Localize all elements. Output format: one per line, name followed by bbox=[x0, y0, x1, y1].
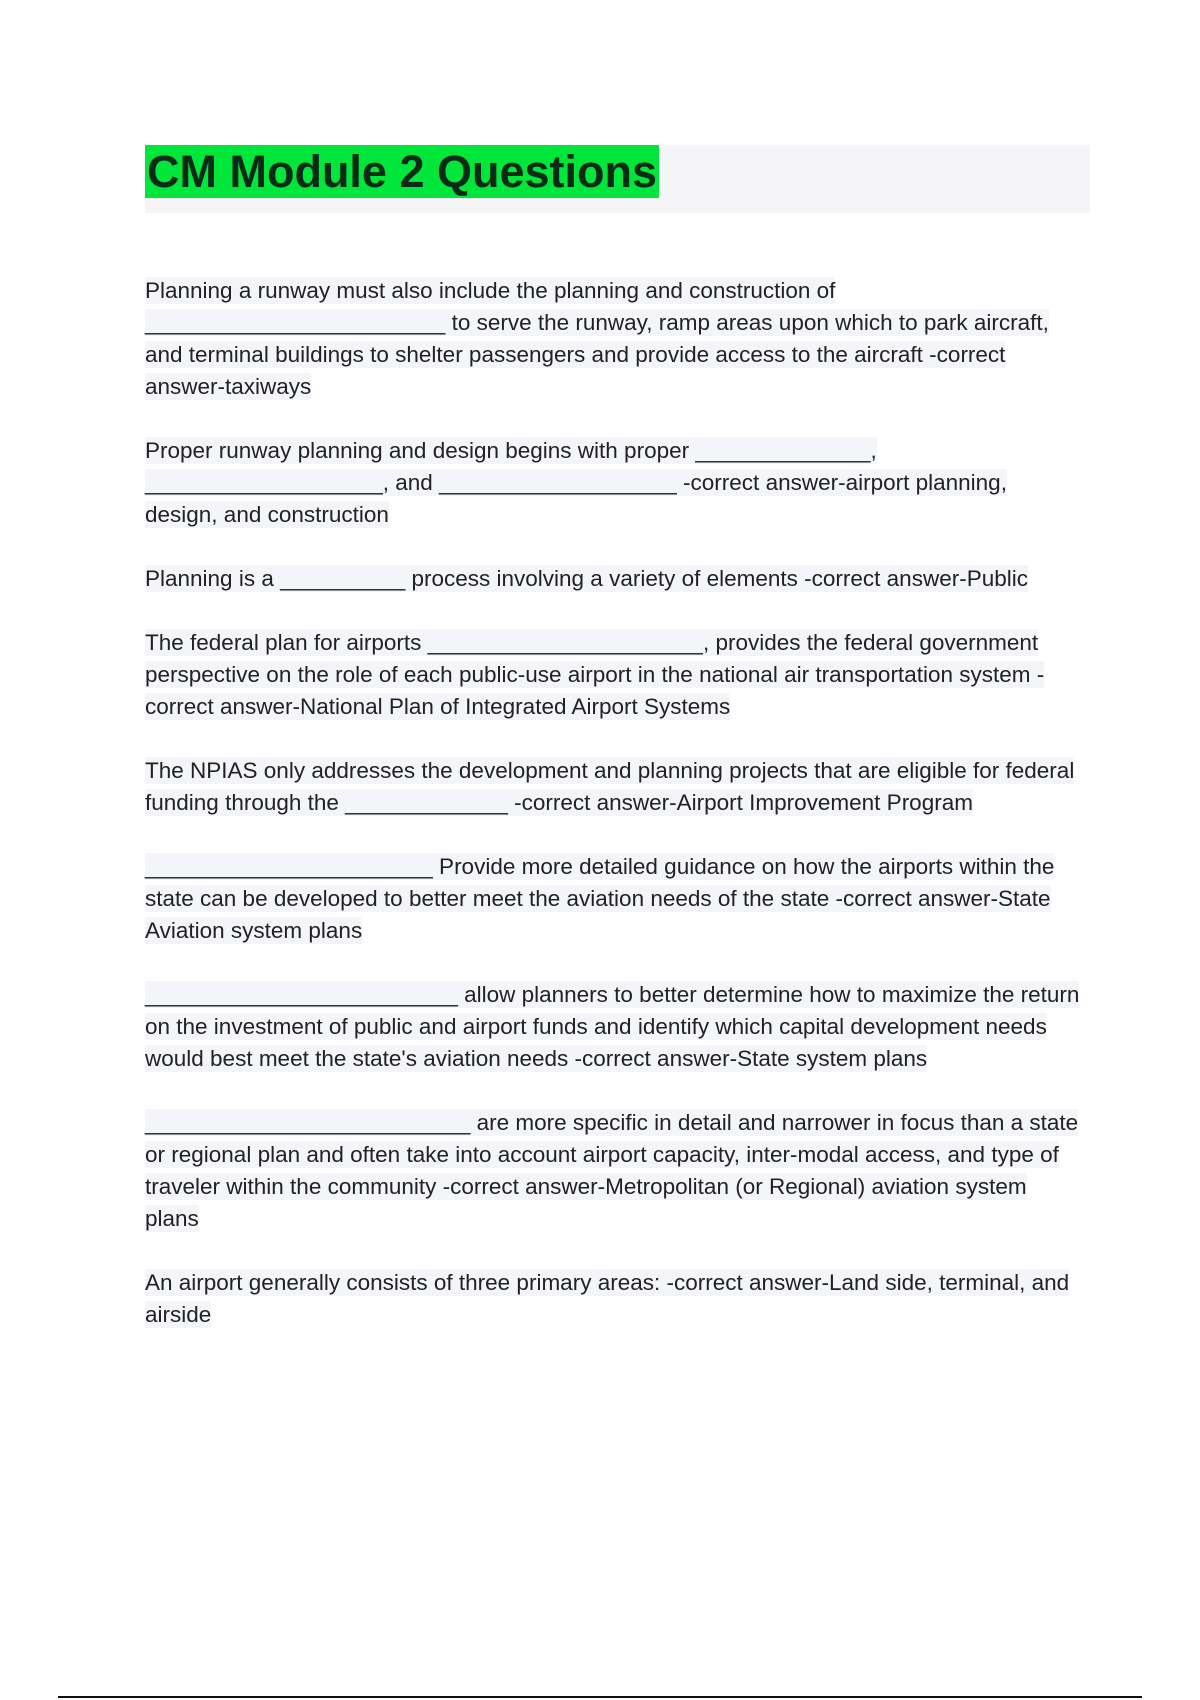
footer-divider bbox=[58, 1696, 1142, 1698]
question-item bbox=[145, 851, 1085, 947]
question-item bbox=[145, 563, 1085, 595]
question-list bbox=[145, 275, 1085, 1363]
page-title: CM Module 2 Questions bbox=[147, 146, 658, 197]
question-item bbox=[145, 979, 1085, 1075]
question-text: Proper runway planning and design begins with proper ______________, ___________________, and ___________________ -correct answer-airport planning, design, and construction bbox=[145, 438, 1007, 527]
question-item bbox=[145, 435, 1085, 531]
question-text: An airport generally consists of three primary areas: -correct answer-Land side, terminal, and airside bbox=[145, 1270, 1070, 1327]
question-text: _________________________ allow planners to better determine how to maximize the return on the investment of public and airport funds and identify which capital development needs would best meet the state's aviation needs -correct answer-State system plans bbox=[145, 982, 1080, 1071]
question-text: The NPIAS only addresses the development and planning projects that are eligible for federal funding through the _____________ -correct answer-Airport Improvement Program bbox=[145, 758, 1075, 815]
question-item bbox=[145, 627, 1085, 723]
question-item bbox=[145, 1107, 1085, 1235]
question-text: Planning a runway must also include the planning and construction of ________________________ to serve the runway, ramp areas upon which to park aircraft, and terminal buildings to shelter passengers and provide access to the aircraft -correct answer-taxiways bbox=[145, 278, 1049, 399]
question-item bbox=[145, 1267, 1085, 1331]
question-item bbox=[145, 755, 1085, 819]
question-text: The federal plan for airports ______________________, provides the federal government perspective on the role of each public-use airport in the national air transportation system -correct answer-National Plan of Integrated Airport Systems bbox=[145, 630, 1045, 719]
question-item bbox=[145, 275, 1085, 403]
question-text: Planning is a __________ process involving a variety of elements -correct answer-Public bbox=[145, 566, 1028, 591]
question-text: _______________________ Provide more detailed guidance on how the airports within the state can be developed to better meet the aviation needs of the state -correct answer-State Aviation system plans bbox=[145, 854, 1055, 943]
question-text: __________________________ are more specific in detail and narrower in focus than a state or regional plan and often take into account airport capacity, inter-modal access, and type of traveler within the community -correct answer-Metropolitan (or Regional) aviation system plans bbox=[145, 1110, 1079, 1231]
